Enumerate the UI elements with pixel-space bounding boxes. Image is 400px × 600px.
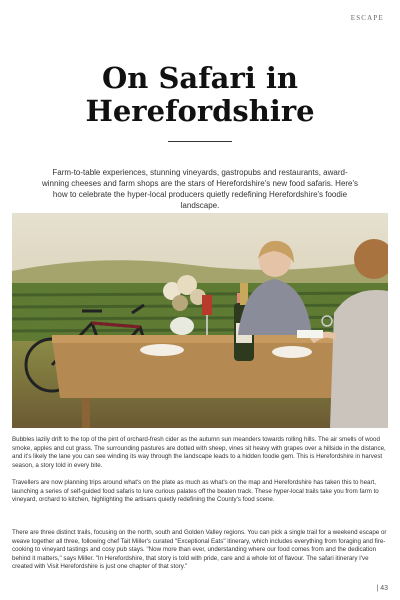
table-leg-left: [82, 398, 90, 428]
title-line-1: On Safari in: [102, 61, 298, 95]
hero-photo: [12, 213, 388, 428]
standfirst: Farm-to-table experiences, stunning vineyards, gastropubs and restaurants, award-winning cheeses and farm shops are the stars of Herefordshire's new food safaris. Here's how to celebrate the hyper-local producers quietly redefining Herefordshire's foodie landscape.: [41, 168, 359, 210]
page-number: | 43: [376, 585, 388, 592]
article-title: [0, 62, 400, 128]
picnic-table: [52, 338, 372, 398]
body-paragraph-2: Travellers are now planning trips around what's on the plate as much as what's on the map and Herefordshire has taken this to heart, launching a series of self-guided food safaris to lure curious palates off the beaten track. These hyper-local trails take you from farm to vineyard, orchard to kitchen, highlighting the artisans quietly redefining the County's food scene.: [12, 479, 379, 504]
body-paragraph-1: Bubbles lazily drift to the top of the pint of orchard-fresh cider as the autumn sun meanders towards rolling hills. The air smells of wood smoke, apples and cut grass. The surrounding pastures are dotted with sheep, vines sit heavy with grapes over a hillside in the distance, and it's likely the lane you can see winding its way through the landscape leads to a hidden foodie gem. This is Herefordshire in harvest season, a story told in every bite.: [12, 436, 386, 469]
picnic-illustration: [12, 213, 388, 428]
body-paragraph-3: There are three distinct trails, focusing on the north, south and Golden Valley regions. You can pick a single trail for a weekend escape or weave together all three, following chef Tait Miller's curated "Exceptional Eats" itinerary, which includes everything from foraging and fire-cooking to vineyard tastings and cosy pub stays. "Now more than ever, understanding where our food comes from and the dedication behind it matters," says Miller. "In Herefordshire, that story is told with pride, care and a whole lot of flavour. The safari itinerary I've created with Visit Herefordshire is just one chapter of that story.": [12, 529, 387, 571]
section-tag: ESCAPE: [350, 14, 384, 22]
title-divider: [168, 141, 232, 142]
title-line-2: Herefordshire: [85, 94, 315, 128]
plate: [140, 344, 184, 356]
plate-right: [272, 346, 312, 358]
